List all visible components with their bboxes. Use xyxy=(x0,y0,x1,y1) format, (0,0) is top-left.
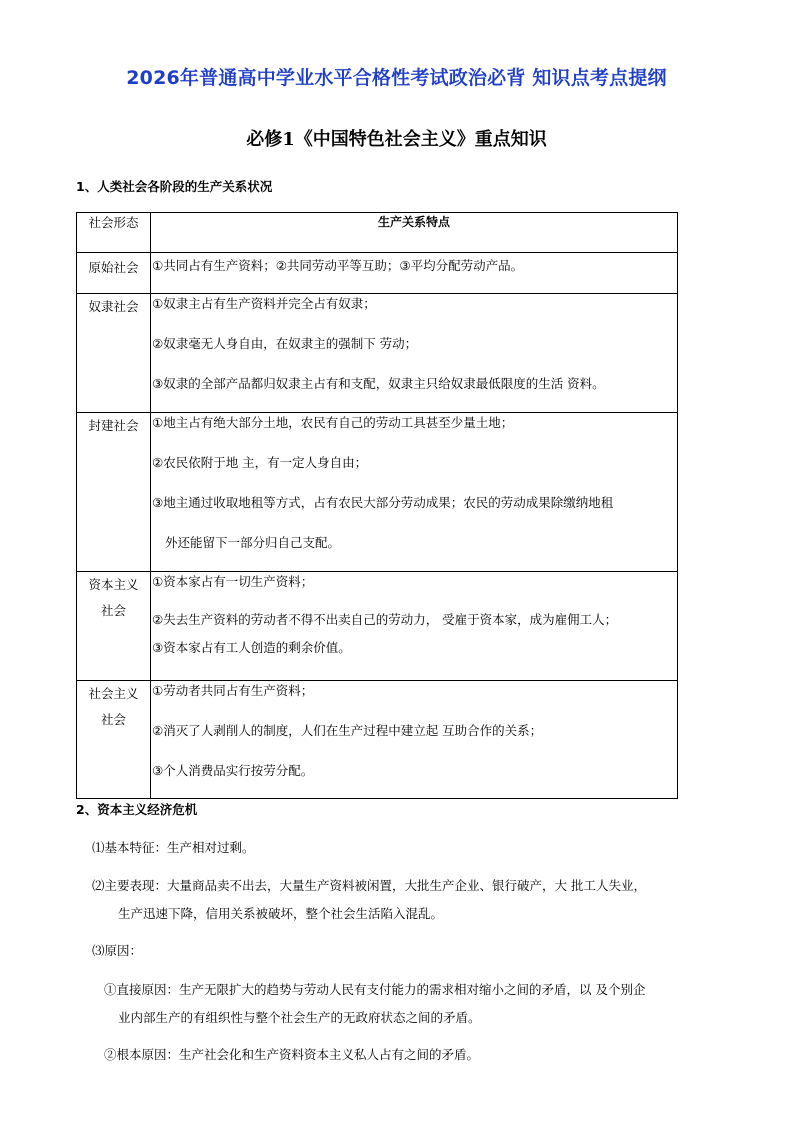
society-form-cell xyxy=(77,572,151,681)
feature-text: ①劳动者共同占有生产资料； xyxy=(152,683,314,698)
society-form-cell: 原始社会 xyxy=(77,253,151,294)
feature-text: ①地主占有绝大部分土地，农民有自己的劳动工具甚至少量土地； xyxy=(152,415,514,430)
society-form-line: 社会 xyxy=(100,603,126,618)
document-title: 2026年普通高中学业水平合格性考试政治必背 知识点考点提纲 xyxy=(126,67,667,89)
table-row xyxy=(77,681,678,799)
root-cause-text: ②根本原因：生产社会化和生产资料资本主义私人占有之间的矛盾。 xyxy=(104,1047,480,1062)
cause-heading-text: ⑶原因： xyxy=(92,943,143,958)
column-header-relation-features: 生产关系特点 xyxy=(151,213,678,253)
column-header-society-form: 社会形态 xyxy=(77,213,151,253)
feature-text: ③奴隶的全部产品都归奴隶主占有和支配，奴隶主只给奴隶最低限度的生活 资料。 xyxy=(152,376,605,391)
society-form-line: 资本主义 xyxy=(88,577,139,592)
direct-cause-text-continued: 业内部生产的有组织性与整个社会生产的无政府状态之间的矛盾。 xyxy=(118,1010,481,1025)
basic-feature-text: ⑴基本特征：生产相对过剩。 xyxy=(92,840,255,855)
features-cell xyxy=(151,572,678,681)
table-header-row xyxy=(77,213,678,253)
direct-cause-text: ①直接原因：生产无限扩大的趋势与劳动人民有支付能力的需求相对缩小之间的矛盾，以 及个别企 xyxy=(104,982,646,997)
document-subtitle: 必修1《中国特色社会主义》重点知识 xyxy=(246,129,547,150)
feature-text: ①奴隶主占有生产资料并完全占有奴隶； xyxy=(152,296,376,311)
society-form-line: 社会 xyxy=(100,712,126,727)
table-row xyxy=(77,413,678,572)
section-2-heading: 2、资本主义经济危机 xyxy=(76,802,198,817)
feature-text: ③地主通过收取地租等方式，占有农民大部分劳动成果；农民的劳动成果除缴纳地租 xyxy=(152,495,614,510)
society-form-cell: 奴隶社会 xyxy=(77,294,151,413)
feature-text: ②农民依附于地 主，有一定人身自由； xyxy=(152,455,368,470)
feature-text: ③个人消费品实行按劳分配。 xyxy=(152,763,314,778)
table-row xyxy=(77,294,678,413)
society-form-cell xyxy=(77,681,151,799)
feature-text: 外还能留下一部分归自己支配。 xyxy=(165,535,341,550)
features-cell xyxy=(151,681,678,799)
feature-text: ②失去生产资料的劳动者不得不出卖自己的劳动力， 受雇于资本家，成为雇佣工人； xyxy=(152,612,618,627)
features-cell xyxy=(151,294,678,413)
table-row xyxy=(77,572,678,681)
feature-text: ①资本家占有一切生产资料； xyxy=(152,574,314,589)
society-form-cell: 封建社会 xyxy=(77,413,151,572)
table-row xyxy=(77,253,678,294)
section-1-heading: 1、人类社会各阶段的生产关系状况 xyxy=(76,179,273,194)
feature-text: ②消灭了人剥削人的制度，人们在生产过程中建立起 互助合作的关系； xyxy=(152,723,543,738)
features-cell xyxy=(151,413,678,572)
society-form-line: 社会主义 xyxy=(88,686,139,701)
main-manifestation-text-continued: 生产迅速下降，信用关系被破坏，整个社会生活陷入混乱。 xyxy=(118,906,444,921)
features-cell xyxy=(151,253,678,294)
feature-text: ②奴隶毫无人身自由，在奴隶主的强制下 劳动； xyxy=(152,336,418,351)
production-relations-table xyxy=(76,212,678,799)
feature-text: ①共同占有生产资料；②共同劳动平等互助；③平均分配劳动产品。 xyxy=(152,258,524,273)
feature-text: ③资本家占有工人创造的剩余价值。 xyxy=(152,640,351,655)
main-manifestation-text: ⑵主要表现：大量商品卖不出去，大量生产资料被闲置，大批生产企业、银行破产，大 批工人失业， xyxy=(92,878,646,893)
